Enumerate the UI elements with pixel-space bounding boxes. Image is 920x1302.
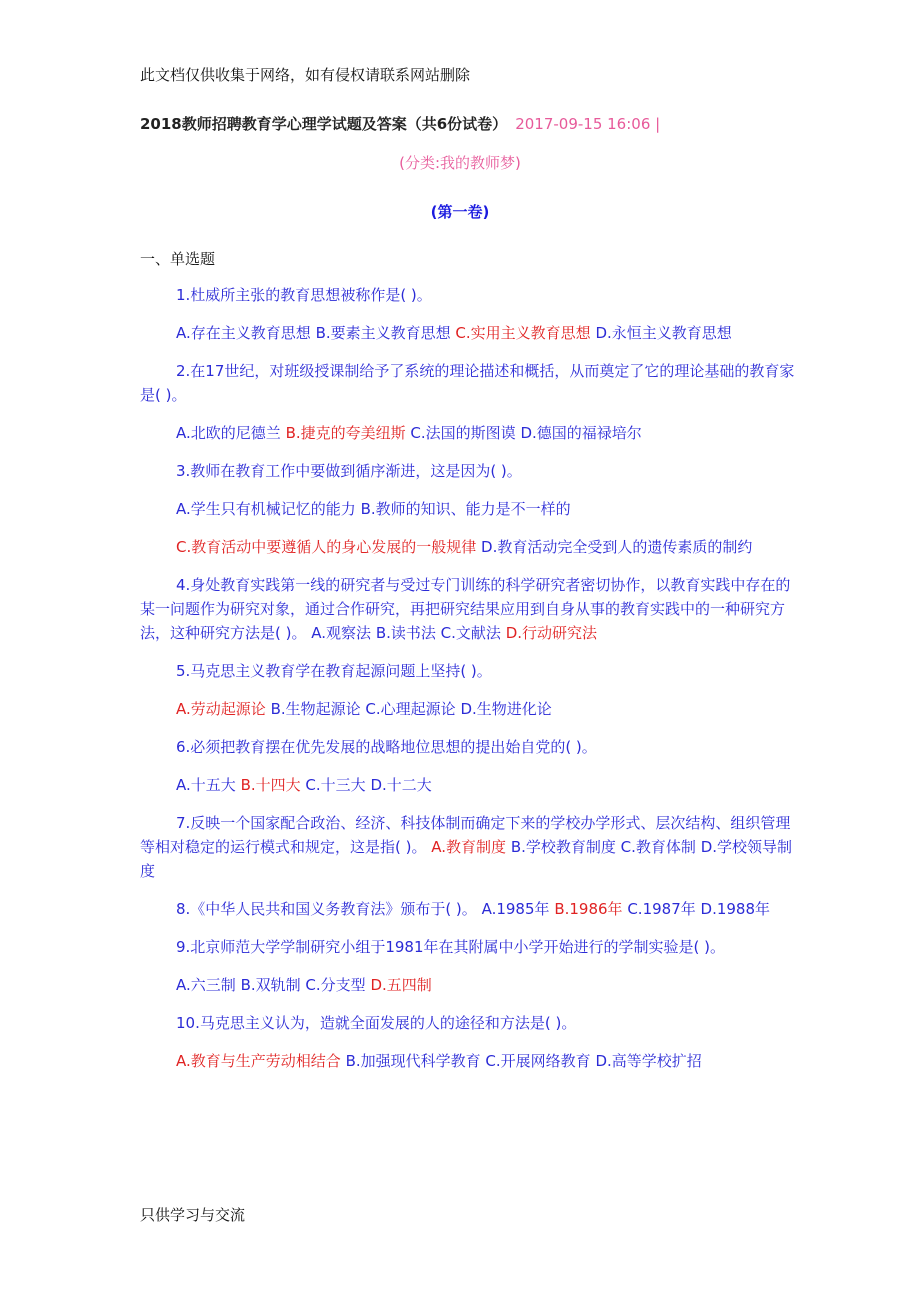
question-stem-8: 8.《中华人民共和国义务教育法》颁布于( )。 bbox=[176, 900, 477, 918]
option-9b: B.双轨制 bbox=[240, 976, 301, 994]
option-2b-answer: B.捷克的夸美纽斯 bbox=[285, 424, 406, 442]
section-title: 一、单选题 bbox=[140, 250, 216, 268]
option-7c: C.教育体制 bbox=[620, 838, 696, 856]
option-10c: C.开展网络教育 bbox=[485, 1052, 591, 1070]
option-5c: C.心理起源论 bbox=[365, 700, 456, 718]
options-3b bbox=[140, 535, 800, 559]
question-stem-6: 6.必须把教育摆在优先发展的战略地位思想的提出始自党的( )。 bbox=[176, 738, 597, 756]
option-4b: B.读书法 bbox=[375, 624, 436, 642]
question-7 bbox=[140, 811, 800, 883]
question-8 bbox=[140, 897, 800, 921]
option-6b-answer: B.十四大 bbox=[240, 776, 301, 794]
option-1b: B.要素主义教育思想 bbox=[315, 324, 451, 342]
option-10a-answer: A.教育与生产劳动相结合 bbox=[176, 1052, 341, 1070]
option-6c: C.十三大 bbox=[305, 776, 366, 794]
options-5 bbox=[140, 697, 800, 721]
question-stem-2: 2.在17世纪，对班级授课制给予了系统的理论描述和概括，从而奠定了它的理论基础的教育家是( )。 bbox=[140, 362, 795, 404]
option-5b: B.生物起源论 bbox=[270, 700, 361, 718]
option-7b: B.学校教育制度 bbox=[510, 838, 616, 856]
question-stem-4: 4.身处教育实践第一线的研究者与受过专门训练的科学研究者密切协作，以教育实践中存在的某一问题作为研究对象，通过合作研究，再把研究结果应用到自身从事的教育实践中的一种研究方法，这种研究方法是( )。 bbox=[140, 576, 791, 642]
option-7d: D.学校领导制度 bbox=[140, 838, 793, 880]
option-9c: C.分支型 bbox=[305, 976, 366, 994]
question-stem-7: 7.反映一个国家配合政治、经济、科技体制而确定下来的学校办学形式、层次结构、组织管理等相对稳定的运行模式和规定，这是指( )。 bbox=[140, 814, 791, 856]
option-3c-answer: C.教育活动中要遵循人的身心发展的一般规律 bbox=[176, 538, 477, 556]
option-7a-answer: A.教育制度 bbox=[431, 838, 507, 856]
option-5d: D.生物进化论 bbox=[460, 700, 552, 718]
question-list bbox=[140, 283, 800, 1087]
option-9a: A.六三制 bbox=[176, 976, 236, 994]
option-2d: D.德国的福禄培尔 bbox=[520, 424, 642, 442]
document-title bbox=[140, 113, 800, 134]
option-1a: A.存在主义教育思想 bbox=[176, 324, 311, 342]
title-text: 2018教师招聘教育学心理学试题及答案（共6份试卷） bbox=[140, 115, 508, 133]
volume-heading: (第一卷) bbox=[430, 203, 490, 221]
option-1d: D.永恒主义教育思想 bbox=[595, 324, 732, 342]
option-9d-answer: D.五四制 bbox=[370, 976, 432, 994]
option-3b: B.教师的知识、能力是不一样的 bbox=[360, 500, 571, 518]
option-8d: D.1988年 bbox=[700, 900, 771, 918]
question-stem-1: 1.杜威所主张的教育思想被称作是( )。 bbox=[176, 286, 432, 304]
option-10b: B.加强现代科学教育 bbox=[345, 1052, 481, 1070]
option-10d: D.高等学校扩招 bbox=[595, 1052, 702, 1070]
option-4c: C.文献法 bbox=[440, 624, 501, 642]
option-8c: C.1987年 bbox=[627, 900, 696, 918]
option-4a: A.观察法 bbox=[311, 624, 372, 642]
option-2a: A.北欧的尼德兰 bbox=[176, 424, 281, 442]
options-6 bbox=[140, 773, 800, 797]
options-2 bbox=[140, 421, 800, 445]
option-6d: D.十二大 bbox=[370, 776, 432, 794]
footer-note: 只供学习与交流 bbox=[140, 1206, 246, 1224]
publish-date: 2017-09-15 16:06 | bbox=[515, 115, 661, 133]
options-1 bbox=[140, 321, 800, 345]
category-link[interactable]: (分类:我的教师梦) bbox=[399, 154, 521, 172]
options-9 bbox=[140, 973, 800, 997]
option-8a: A.1985年 bbox=[481, 900, 550, 918]
question-4 bbox=[140, 573, 800, 645]
options-10 bbox=[140, 1049, 800, 1073]
option-8b-answer: B.1986年 bbox=[554, 900, 623, 918]
question-stem-9: 9.北京师范大学学制研究小组于1981年在其附属中小学开始进行的学制实验是( )。 bbox=[176, 938, 725, 956]
option-6a: A.十五大 bbox=[176, 776, 236, 794]
option-2c: C.法国的斯图谟 bbox=[410, 424, 516, 442]
option-4d-answer: D.行动研究法 bbox=[505, 624, 598, 642]
question-stem-3: 3.教师在教育工作中要做到循序渐进，这是因为( )。 bbox=[176, 462, 522, 480]
question-stem-10: 10.马克思主义认为，造就全面发展的人的途径和方法是( )。 bbox=[176, 1014, 577, 1032]
options-3a bbox=[140, 497, 800, 521]
option-1c-answer: C.实用主义教育思想 bbox=[455, 324, 591, 342]
option-3d: D.教育活动完全受到人的遗传素质的制约 bbox=[481, 538, 753, 556]
option-5a-answer: A.劳动起源论 bbox=[176, 700, 266, 718]
disclaimer: 此文档仅供收集于网络，如有侵权请联系网站删除 bbox=[140, 66, 471, 84]
question-stem-5: 5.马克思主义教育学在教育起源问题上坚持( )。 bbox=[176, 662, 492, 680]
option-3a: A.学生只有机械记忆的能力 bbox=[176, 500, 356, 518]
